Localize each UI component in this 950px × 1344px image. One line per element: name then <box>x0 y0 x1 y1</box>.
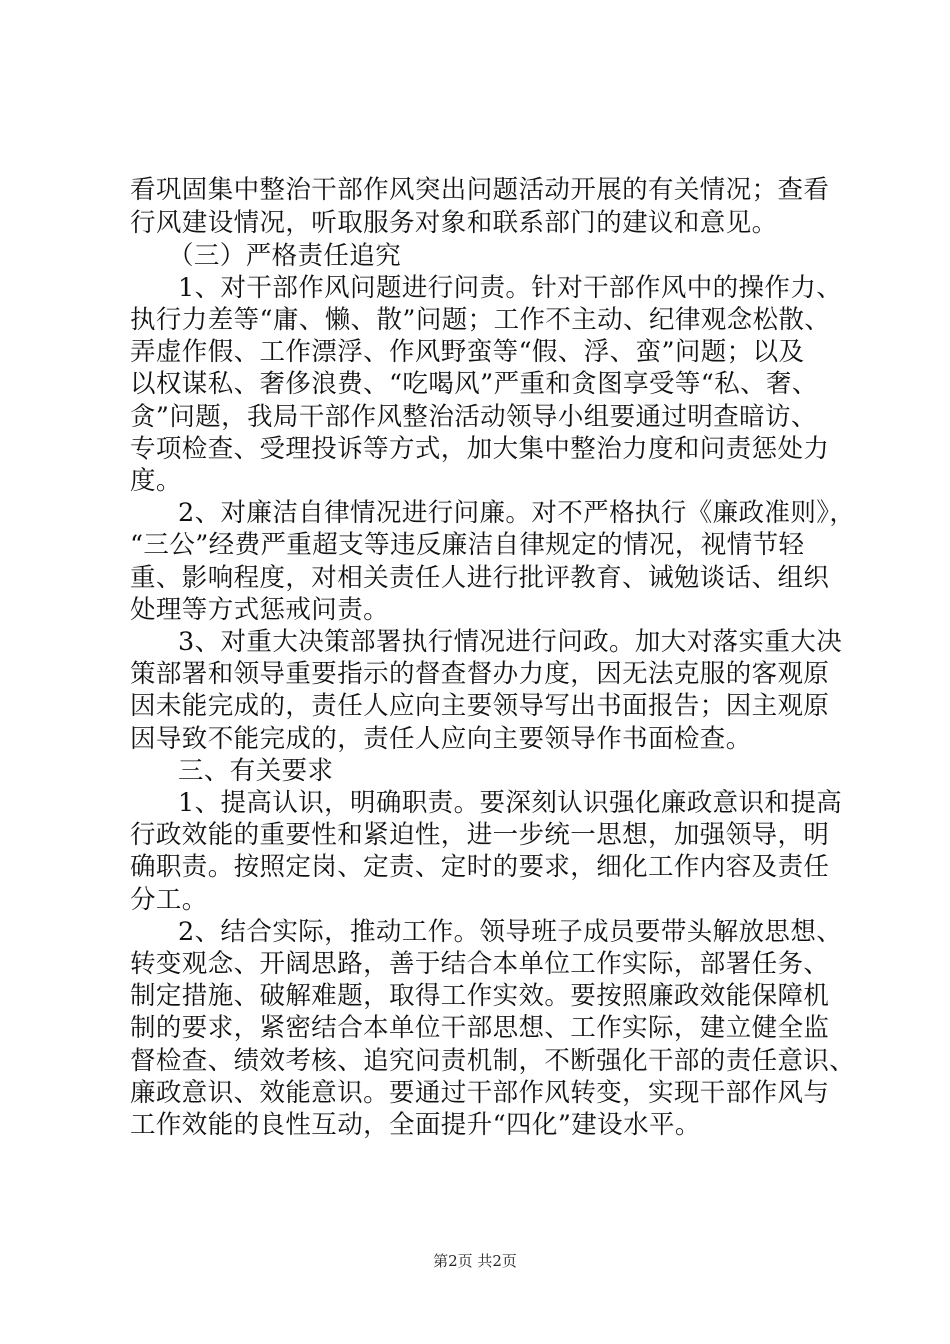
text-line: 因未能完成的，责任人应向主要领导写出书面报告；因主观原 <box>130 691 830 721</box>
text-line: 工作效能的良性互动，全面提升“四化”建设水平。 <box>130 1110 701 1140</box>
text-line: 行政效能的重要性和紧迫性，进一步统一思想，加强领导，明 <box>130 820 830 850</box>
text-line: 策部署和领导重要指示的督查督办力度，因无法克服的客观原 <box>130 659 830 689</box>
section-heading: （三）严格责任追究 <box>168 241 402 271</box>
text-line: 因导致不能完成的，责任人应向主要领导作书面检查。 <box>130 724 752 754</box>
text-line: 以权谋私、奢侈浪费、“吃喝风”严重和贪图享受等“私、奢、 <box>130 369 818 399</box>
text-line: 分工。 <box>130 885 208 915</box>
text-line: 弄虚作假、工作漂浮、作风野蛮等“假、浮、蛮”问题；以及 <box>130 337 805 367</box>
text-line: 看巩固集中整治干部作风突出问题活动开展的有关情况；查看 <box>130 175 830 205</box>
text-line: 督检查、绩效考核、追究问责机制，不断强化干部的责任意识、 <box>130 1046 856 1076</box>
text-line: 1、对干部作风问题进行问责。针对干部作风中的操作力、 <box>178 273 843 303</box>
section-heading: 三、有关要求 <box>178 756 334 786</box>
text-line: 1、提高认识，明确职责。要深刻认识强化廉政意识和提高 <box>178 788 843 818</box>
text-line: 贪”问题，我局干部作风整治活动领导小组要通过明查暗访、 <box>130 402 817 432</box>
text-line: 3、对重大决策部署执行情况进行问政。加大对落实重大决 <box>178 627 843 657</box>
text-line: 转变观念、开阔思路，善于结合本单位工作实际，部署任务、 <box>130 949 830 979</box>
text-line: 2、结合实际，推动工作。领导班子成员要带头解放思想、 <box>178 917 843 947</box>
text-line: 专项检查、受理投诉等方式，加大集中整治力度和问责惩处力 <box>130 434 830 464</box>
text-line: 确职责。按照定岗、定责、定时的要求，细化工作内容及责任 <box>130 852 830 882</box>
text-line: 度。 <box>130 466 182 496</box>
text-line: 制定措施、破解难题，取得工作实效。要按照廉政效能保障机 <box>130 981 830 1011</box>
text-line: 廉政意识、效能意识。要通过干部作风转变，实现干部作风与 <box>130 1078 830 1108</box>
page-number-footer: 第2页 共2页 <box>433 1252 517 1270</box>
text-line: 制的要求，紧密结合本单位干部思想、工作实际，建立健全监 <box>130 1013 830 1043</box>
text-line: 重、影响程度，对相关责任人进行批评教育、诫勉谈话、组织 <box>130 563 830 593</box>
text-line: 行风建设情况，听取服务对象和联系部门的建议和意见。 <box>130 208 778 238</box>
text-line: 处理等方式惩戒问责。 <box>130 595 390 625</box>
text-line: “三公”经费严重超支等违反廉洁自律规定的情况，视情节轻 <box>130 530 805 560</box>
text-line: 2、对廉洁自律情况进行问廉。对不严格执行《廉政准则》， <box>178 498 856 528</box>
text-line: 执行力差等“庸、懒、散”问题；工作不主动、纪律观念松散、 <box>130 305 831 335</box>
